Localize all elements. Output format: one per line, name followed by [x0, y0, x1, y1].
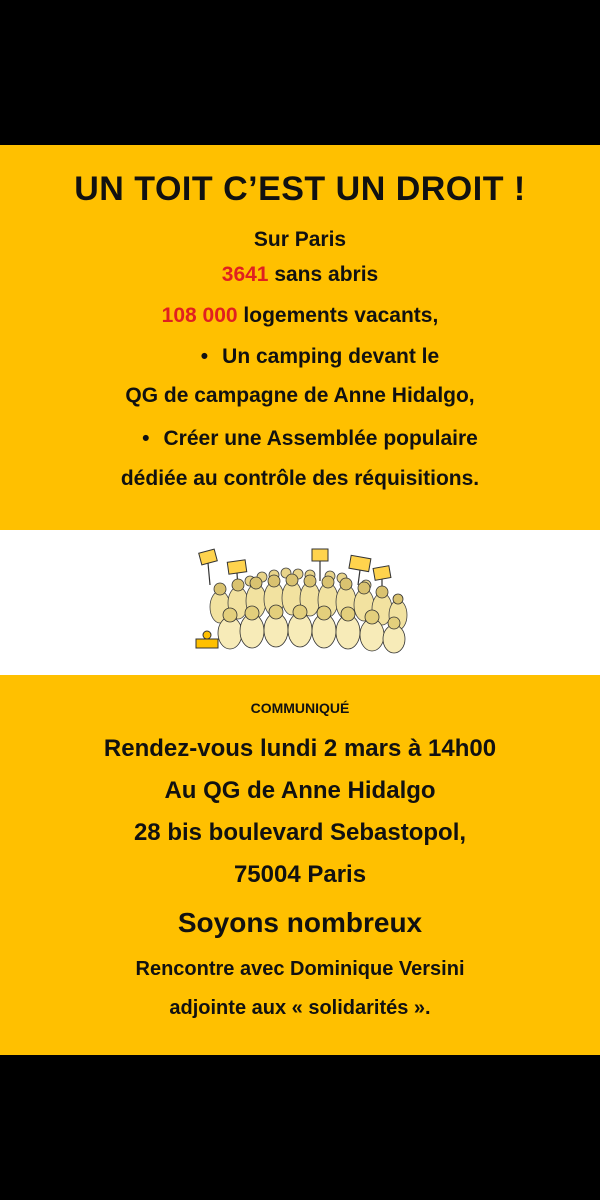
event-street: 28 bis boulevard Sebastopol, [133, 819, 467, 846]
homeless-line [0, 263, 600, 287]
top-black-band [0, 0, 600, 145]
bullet-item-camping [0, 345, 600, 369]
bottom-black-band [0, 1055, 600, 1200]
bullet-icon: • [200, 345, 209, 368]
location-line: Sur Paris [253, 228, 347, 251]
bullet-item-assembly-continued: dédiée au contrôle des réquisitions. [120, 467, 480, 490]
meeting-line-2: adjointe aux « solidarités ». [169, 997, 431, 1019]
bullet-text: Créer une Assemblée populaire [163, 427, 478, 450]
poster-title: UN TOIT C’EST UN DROIT ! [74, 170, 526, 208]
event-city: 75004 Paris [233, 861, 367, 888]
bullet-item-assembly [0, 427, 600, 451]
bullet-icon: • [142, 427, 150, 450]
homeless-label: sans abris [268, 263, 379, 286]
meeting-line-1: Rencontre avec Dominique Versini [135, 958, 465, 980]
event-date: Rendez-vous lundi 2 mars à 14h00 [103, 735, 497, 762]
event-venue: Au QG de Anne Hidalgo [164, 777, 436, 804]
protest-crowd-icon [190, 545, 420, 655]
bullet-item-camping-continued: QG de campagne de Anne Hidalgo, [125, 384, 475, 407]
communique-heading: COMMUNIQUÉ [250, 700, 350, 716]
vacant-count: 108 000 [161, 304, 238, 327]
call-to-action: Soyons nombreux [177, 907, 423, 938]
vacant-line [0, 304, 600, 328]
vacant-label: logements vacants, [237, 304, 439, 327]
homeless-count: 3641 [221, 263, 269, 286]
bullet-text: Un camping devant le [222, 345, 440, 368]
